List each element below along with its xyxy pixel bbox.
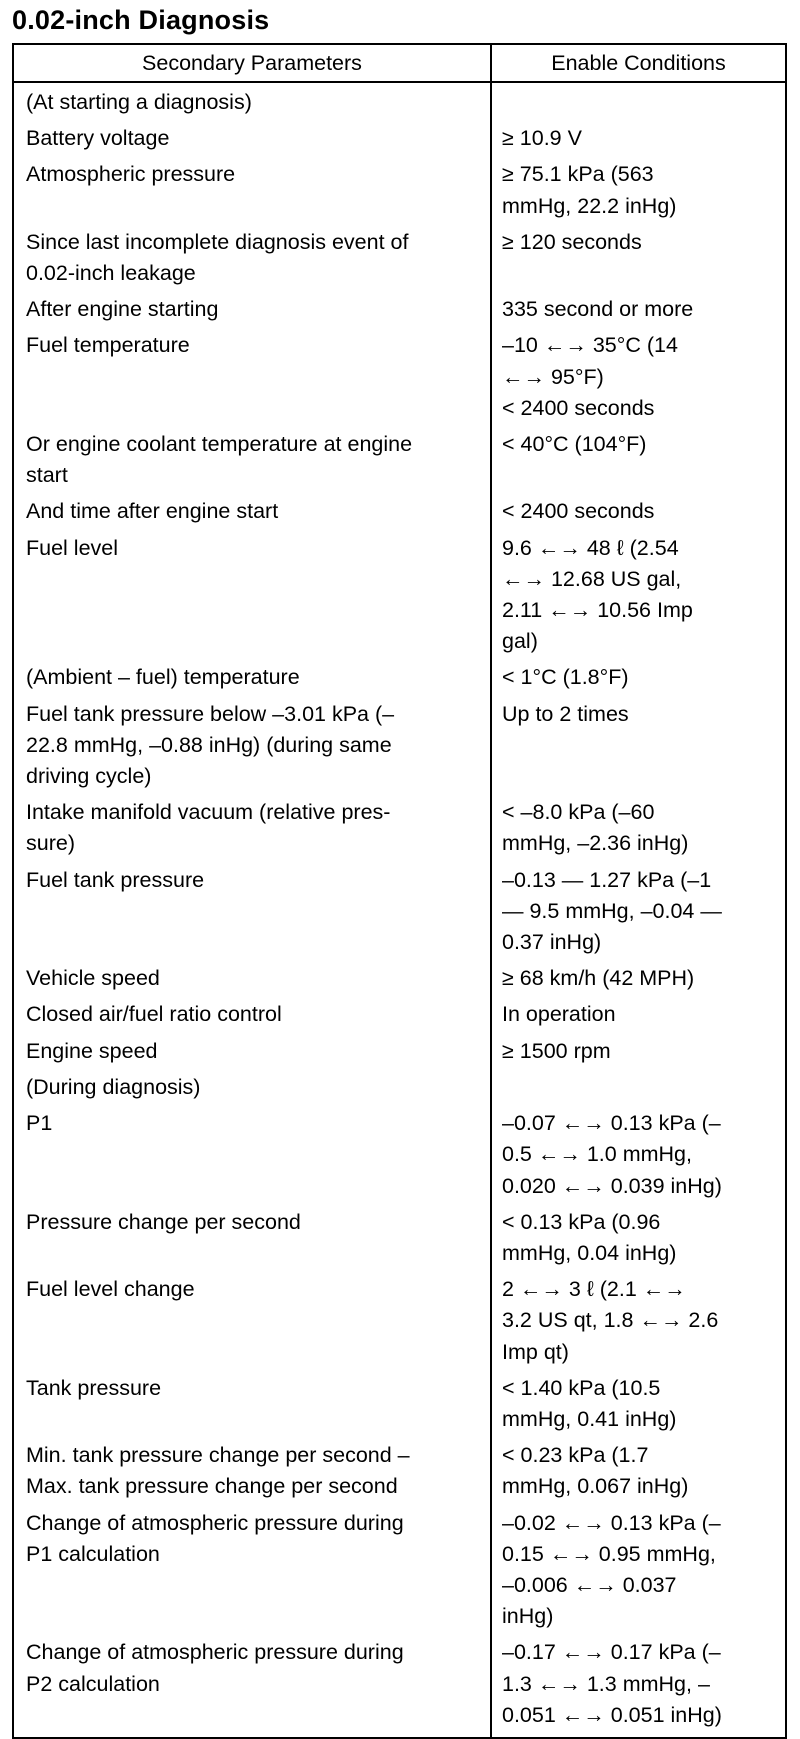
condition-text: Imp qt): [502, 1339, 569, 1364]
parameter-cell: [13, 82, 491, 123]
condition-text: mmHg, 0.04 inHg): [502, 1240, 677, 1265]
condition-cell: [491, 533, 786, 663]
parameter-text: Change of atmospheric pressure during: [26, 1510, 404, 1535]
parameter-text: Or engine coolant temperature at engine: [26, 432, 413, 457]
table-row: [13, 1108, 786, 1207]
condition-text: inHg): [502, 1604, 554, 1629]
parameter-cell: [13, 1036, 491, 1072]
condition-cell: [491, 1072, 786, 1108]
table-row: [13, 699, 786, 798]
condition-text: mmHg, 0.41 inHg): [502, 1406, 677, 1431]
condition-text: 2 ←→ 3 ℓ (2.1 ←→: [502, 1277, 686, 1302]
document-page: [12, 0, 786, 1739]
condition-text: ≥ 68 km/h (42 MPH): [502, 966, 695, 991]
parameter-text: Pressure change per second: [26, 1209, 301, 1234]
parameter-cell: [13, 1207, 491, 1274]
parameter-text: Fuel level change: [26, 1277, 195, 1302]
table-row: [13, 123, 786, 159]
parameter-text: Atmospheric pressure: [26, 162, 236, 187]
parameter-text: After engine starting: [26, 297, 219, 322]
parameter-text: 22.8 mmHg, –0.88 inHg) (during same: [26, 732, 392, 757]
parameter-cell: [13, 123, 491, 159]
parameter-text: Fuel level: [26, 535, 119, 560]
parameter-text: driving cycle): [26, 764, 152, 789]
parameter-cell: [13, 533, 491, 663]
parameter-cell: [13, 1274, 491, 1373]
table-row: [13, 429, 786, 496]
parameter-cell: [13, 1373, 491, 1440]
parameter-cell: [13, 429, 491, 496]
table-row: [13, 865, 786, 964]
parameter-cell: [13, 1440, 491, 1507]
parameter-cell: [13, 1637, 491, 1738]
parameter-cell: [13, 1508, 491, 1638]
table-row: [13, 1508, 786, 1638]
parameter-cell: [13, 797, 491, 864]
condition-text: < 0.23 kPa (1.7: [502, 1443, 649, 1468]
parameter-cell: [13, 865, 491, 964]
table-row: [13, 999, 786, 1035]
parameter-text: (At starting a diagnosis): [26, 90, 252, 114]
parameter-text: Fuel tank pressure below –3.01 kPa (–: [26, 701, 395, 726]
condition-text: ≥ 120 seconds: [502, 229, 642, 254]
parameter-text: P2 calculation: [26, 1671, 160, 1696]
parameter-text: Vehicle speed: [26, 966, 160, 991]
table-row: [13, 533, 786, 663]
condition-text: — 9.5 mmHg, –0.04 —: [502, 898, 722, 923]
parameter-cell: [13, 999, 491, 1035]
parameter-cell: [13, 1072, 491, 1108]
condition-text: 2.11 ←→ 10.56 Imp: [502, 598, 693, 623]
condition-text: < 1°C (1.8°F): [502, 665, 629, 690]
condition-text: ←→ 95°F): [502, 364, 604, 389]
parameter-text: Closed air/fuel ratio control: [26, 1002, 282, 1027]
parameter-cell: [13, 159, 491, 226]
table-row: [13, 1373, 786, 1440]
condition-text: ←→ 12.68 US gal,: [502, 566, 682, 591]
header-enable-conditions: Enable Conditions: [491, 44, 786, 82]
parameter-text: Engine speed: [26, 1038, 158, 1063]
condition-cell: [491, 662, 786, 698]
condition-cell: [491, 1508, 786, 1638]
parameter-text: Fuel tank pressure: [26, 867, 205, 892]
parameter-text: Tank pressure: [26, 1375, 162, 1400]
condition-text: gal): [502, 629, 538, 654]
parameter-text: P1: [26, 1111, 53, 1136]
parameter-text: Since last incomplete diagnosis event of: [26, 229, 409, 254]
parameter-cell: [13, 1108, 491, 1207]
condition-cell: [491, 1274, 786, 1373]
condition-text: < 1.40 kPa (10.5: [502, 1375, 661, 1400]
condition-text: ≥ 10.9 V: [502, 126, 582, 151]
condition-cell: [491, 1207, 786, 1274]
condition-cell: [491, 294, 786, 330]
parameter-text: P1 calculation: [26, 1541, 160, 1566]
condition-text: Up to 2 times: [502, 701, 629, 726]
parameter-text: Fuel temperature: [26, 333, 190, 358]
table-row: [13, 662, 786, 698]
table-row: [13, 330, 786, 429]
parameter-text: Change of atmospheric pressure during: [26, 1640, 404, 1665]
condition-text: 1.3 ←→ 1.3 mmHg, –: [502, 1671, 710, 1696]
table-row: [13, 1036, 786, 1072]
condition-text: 0.15 ←→ 0.95 mmHg,: [502, 1541, 716, 1566]
table-row: [13, 227, 786, 294]
parameter-cell: [13, 227, 491, 294]
condition-text: 335 second or more: [502, 297, 694, 322]
condition-cell: [491, 496, 786, 532]
header-secondary-parameters: Secondary Parameters: [13, 44, 491, 82]
condition-text: –0.13 — 1.27 kPa (–1: [502, 867, 712, 892]
condition-text: ≥ 75.1 kPa (563: [502, 162, 654, 187]
table-row: [13, 1072, 786, 1108]
table-row: [13, 963, 786, 999]
table-row: [13, 1207, 786, 1274]
condition-text: –0.006 ←→ 0.037: [502, 1572, 677, 1597]
condition-cell: [491, 82, 786, 123]
parameter-text: Intake manifold vacuum (relative pres-: [26, 800, 391, 825]
condition-text: < 0.13 kPa (0.96: [502, 1209, 661, 1234]
parameter-text: Min. tank pressure change per second –: [26, 1443, 410, 1468]
parameter-cell: [13, 294, 491, 330]
parameter-cell: [13, 662, 491, 698]
condition-text: 3.2 US qt, 1.8 ←→ 2.6: [502, 1308, 719, 1333]
condition-cell: [491, 1373, 786, 1440]
condition-text: –0.17 ←→ 0.17 kPa (–: [502, 1640, 721, 1665]
parameter-text: (During diagnosis): [26, 1074, 201, 1099]
condition-cell: [491, 123, 786, 159]
table-header-row: [13, 44, 786, 82]
condition-cell: [491, 999, 786, 1035]
condition-cell: [491, 429, 786, 496]
condition-text: < 2400 seconds: [502, 499, 655, 524]
condition-text: ≥ 1500 rpm: [502, 1038, 611, 1063]
condition-cell: [491, 865, 786, 964]
parameter-text: And time after engine start: [26, 499, 279, 524]
table-body: [13, 82, 786, 1738]
condition-text: –0.07 ←→ 0.13 kPa (–: [502, 1111, 721, 1136]
condition-cell: [491, 699, 786, 798]
condition-cell: [491, 797, 786, 864]
condition-text: –0.02 ←→ 0.13 kPa (–: [502, 1510, 721, 1535]
table-row: [13, 1637, 786, 1738]
condition-text: 0.020 ←→ 0.039 inHg): [502, 1173, 722, 1198]
condition-text: mmHg, 0.067 inHg): [502, 1474, 689, 1499]
condition-text: < 40°C (104°F): [502, 432, 647, 457]
condition-text: mmHg, 22.2 inHg): [502, 193, 677, 218]
table-row: [13, 159, 786, 226]
condition-text: In operation: [502, 1002, 616, 1027]
condition-cell: [491, 1108, 786, 1207]
parameter-text: sure): [26, 831, 75, 856]
table-row: [13, 294, 786, 330]
condition-cell: [491, 963, 786, 999]
parameter-text: Max. tank pressure change per second: [26, 1474, 398, 1499]
parameter-text: 0.02-inch leakage: [26, 261, 196, 286]
table-row: [13, 496, 786, 532]
condition-text: 9.6 ←→ 48 ℓ (2.54: [502, 535, 679, 560]
condition-cell: [491, 1637, 786, 1738]
condition-text: mmHg, –2.36 inHg): [502, 831, 689, 856]
condition-cell: [491, 159, 786, 226]
page-title: 0.02-inch Diagnosis: [12, 5, 270, 35]
parameter-cell: [13, 963, 491, 999]
table-row: [13, 1440, 786, 1507]
condition-text: –10 ←→ 35°C (14: [502, 333, 678, 358]
condition-cell: [491, 1440, 786, 1507]
parameter-cell: [13, 699, 491, 798]
condition-text: 0.051 ←→ 0.051 inHg): [502, 1702, 722, 1727]
parameter-cell: [13, 330, 491, 429]
enable-conditions-table: [12, 43, 787, 1739]
parameter-text: Battery voltage: [26, 126, 170, 151]
table-row: [13, 797, 786, 864]
condition-text: 0.5 ←→ 1.0 mmHg,: [502, 1142, 692, 1167]
parameter-text: start: [26, 463, 68, 488]
condition-cell: [491, 227, 786, 294]
parameter-text: (Ambient – fuel) temperature: [26, 665, 300, 690]
condition-text: 0.37 inHg): [502, 930, 602, 955]
parameter-cell: [13, 496, 491, 532]
condition-cell: [491, 330, 786, 429]
table-row: [13, 1274, 786, 1373]
condition-text: < –8.0 kPa (–60: [502, 800, 655, 825]
condition-text: < 2400 seconds: [502, 395, 655, 420]
condition-cell: [491, 1036, 786, 1072]
table-row: [13, 82, 786, 123]
